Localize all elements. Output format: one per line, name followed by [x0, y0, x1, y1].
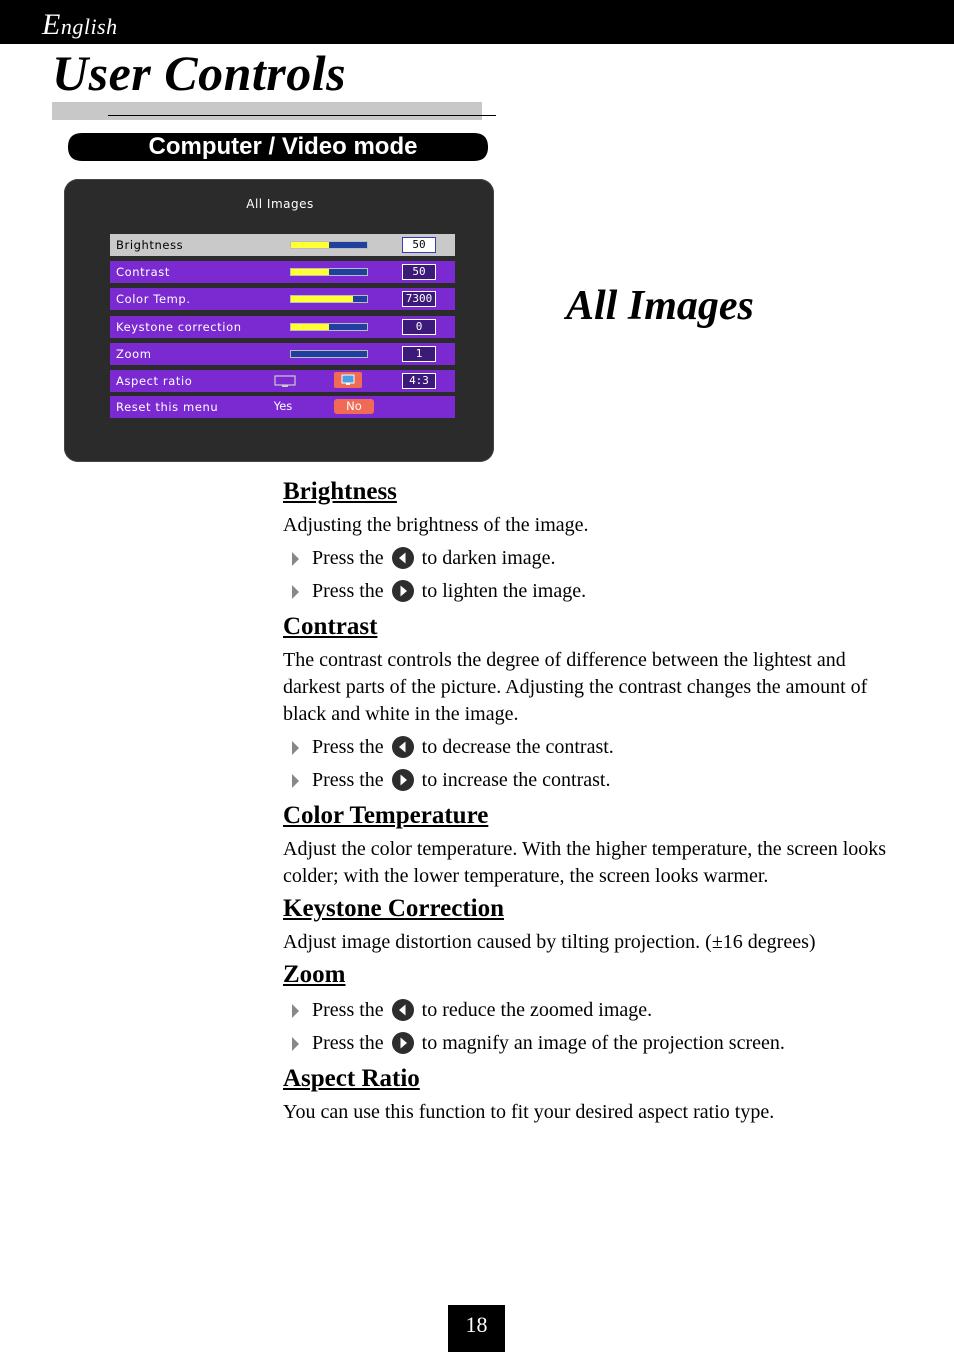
contrast-bullet-right	[283, 767, 893, 794]
brightness-desc: Adjusting the brightness of the image.	[283, 514, 589, 536]
osd-slider	[290, 268, 368, 276]
bullet-text-pre: Press the	[312, 547, 384, 569]
widescreen-icon	[274, 373, 296, 387]
aspect-desc: You can use this function to fit your desired aspect ratio type.	[283, 1101, 775, 1123]
brightness-bullet-right	[283, 578, 893, 605]
osd-value: 0	[402, 319, 436, 335]
language-initial: E	[42, 8, 61, 41]
color-temp-heading: Color Temperature	[283, 802, 489, 829]
osd-row-reset	[110, 396, 455, 418]
osd-row-label: Keystone correction	[116, 320, 242, 334]
keystone-desc: Adjust image distortion caused by tilting projection. (±16 degrees)	[283, 931, 816, 953]
mode-badge	[68, 133, 488, 161]
osd-slider-fill	[291, 324, 329, 330]
standard-screen-icon	[334, 372, 362, 388]
contrast-bullet-left	[283, 734, 893, 761]
osd-row-color-temp	[110, 288, 455, 310]
keystone-heading: Keystone Correction	[283, 895, 505, 922]
bullet-text-post: to increase the contrast.	[421, 769, 611, 791]
bullet-text-post: to reduce the zoomed image.	[421, 999, 653, 1021]
title-underline	[52, 102, 482, 120]
osd-slider-fill	[291, 269, 329, 275]
zoom-bullet-right	[283, 1030, 893, 1057]
bullet-arrow-icon	[292, 1037, 299, 1051]
content-column	[283, 476, 893, 1129]
osd-row-aspect-ratio	[110, 370, 455, 392]
right-arrow-button-icon	[391, 579, 415, 603]
page-number: 18	[448, 1305, 505, 1352]
contrast-heading: Contrast	[283, 613, 378, 640]
left-arrow-button-icon	[391, 546, 415, 570]
language-label	[42, 8, 118, 42]
osd-slider	[290, 241, 368, 249]
osd-row-label: Zoom	[116, 347, 152, 361]
bullet-text-post: to darken image.	[421, 547, 556, 569]
osd-value: 50	[402, 237, 436, 253]
page-title: User Controls	[52, 45, 347, 101]
osd-slider-fill	[291, 242, 329, 248]
osd-row-brightness	[110, 234, 455, 256]
bullet-text-post: to decrease the contrast.	[421, 736, 614, 758]
left-arrow-button-icon	[391, 998, 415, 1022]
bullet-arrow-icon	[292, 585, 299, 599]
aspect-heading: Aspect Ratio	[283, 1065, 420, 1092]
right-arrow-button-icon	[391, 1031, 415, 1055]
osd-row-contrast	[110, 261, 455, 283]
title-rule	[108, 115, 496, 116]
bullet-text-pre: Press the	[312, 769, 384, 791]
bullet-arrow-icon	[292, 552, 299, 566]
mode-label: Computer / Video mode	[148, 133, 418, 160]
language-rest: nglish	[60, 14, 118, 39]
zoom-bullet-left	[283, 997, 893, 1024]
osd-slider	[290, 295, 368, 303]
osd-title: All Images	[246, 197, 314, 211]
zoom-heading: Zoom	[283, 961, 346, 988]
brightness-bullet-left	[283, 545, 893, 572]
osd-row-keystone	[110, 316, 455, 338]
bullet-text-post: to lighten the image.	[421, 580, 587, 602]
header-bar	[0, 0, 954, 44]
bullet-text-post: to magnify an image of the projection screen.	[421, 1032, 785, 1054]
bullet-text-pre: Press the	[312, 580, 384, 602]
osd-slider	[290, 323, 368, 331]
osd-value: 50	[402, 264, 436, 280]
bullet-text-pre: Press the	[312, 1032, 384, 1054]
contrast-desc: The contrast controls the degree of difference between the lightest and darkest parts of the picture. Adjusting the contrast changes the amount of black and white in the image.	[283, 649, 868, 725]
osd-row-label: Aspect ratio	[116, 374, 193, 388]
osd-slider-fill	[291, 296, 353, 302]
bullet-arrow-icon	[292, 1004, 299, 1018]
osd-option-no: No	[334, 399, 374, 414]
left-arrow-button-icon	[391, 735, 415, 759]
right-arrow-button-icon	[391, 768, 415, 792]
osd-value: 7300	[402, 291, 436, 307]
bullet-arrow-icon	[292, 741, 299, 755]
osd-row-label: Contrast	[116, 265, 170, 279]
osd-row-label: Brightness	[116, 238, 184, 252]
osd-row-zoom	[110, 343, 455, 365]
bullet-text-pre: Press the	[312, 999, 384, 1021]
osd-row-label: Color Temp.	[116, 292, 191, 306]
osd-option-yes: Yes	[273, 399, 293, 413]
osd-slider	[290, 350, 368, 358]
bullet-arrow-icon	[292, 774, 299, 788]
osd-value: 1	[402, 346, 436, 362]
section-title: All Images	[566, 283, 754, 329]
bullet-text-pre: Press the	[312, 736, 384, 758]
brightness-heading: Brightness	[283, 478, 397, 505]
osd-menu-screenshot	[64, 179, 494, 462]
osd-row-label: Reset this menu	[116, 400, 219, 414]
osd-value: 4:3	[402, 373, 436, 389]
color-temp-desc: Adjust the color temperature. With the higher temperature, the screen looks colder; with the lower temperature, the screen looks warmer.	[283, 838, 887, 887]
